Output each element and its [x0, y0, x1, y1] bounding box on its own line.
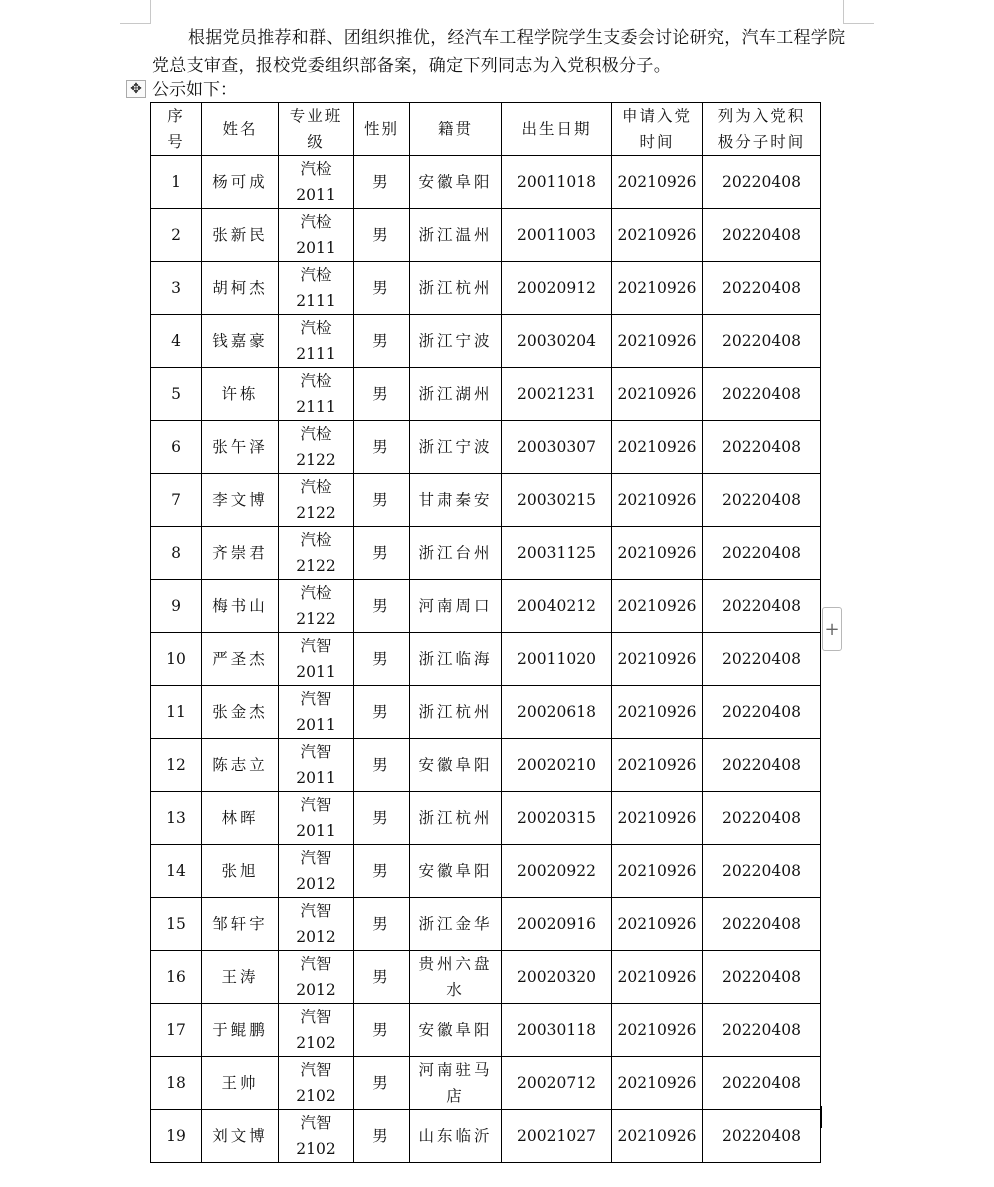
cell-listed-date: 20220408 — [703, 898, 821, 951]
cell-name: 刘文博 — [202, 1110, 279, 1163]
cell-apply-date: 20210926 — [612, 315, 703, 368]
cell-apply-date: 20210926 — [612, 474, 703, 527]
cell-listed-date: 20220408 — [703, 686, 821, 739]
cell-seq: 19 — [151, 1110, 202, 1163]
cell-listed-date: 20220408 — [703, 315, 821, 368]
cell-name: 于鲲鹏 — [202, 1004, 279, 1057]
cell-seq: 2 — [151, 209, 202, 262]
cell-birth-date: 20020916 — [502, 898, 612, 951]
cell-origin: 浙江金华 — [410, 898, 502, 951]
cell-class-line: 汽智 — [300, 1008, 332, 1026]
cell-listed-date: 20220408 — [703, 951, 821, 1004]
cell-birth-date: 20011018 — [502, 156, 612, 209]
cell-origin: 安徽阜阳 — [410, 845, 502, 898]
intro-paragraph — [152, 24, 848, 80]
cell-class-line: 2122 — [296, 557, 336, 575]
cell-class — [279, 580, 354, 633]
cell-birth-date: 20020315 — [502, 792, 612, 845]
table-row — [151, 527, 821, 580]
plus-icon: + — [824, 618, 840, 640]
activist-roster-table — [150, 102, 821, 1163]
intro-text: 根据党员推荐和群、团组织推优，经汽车工程学院学生支委会讨论研究，汽车工程学院党总支审查，报校党委组织部备案，确定下列同志为入党积极分子。 — [152, 28, 846, 76]
cell-birth-date: 20020618 — [502, 686, 612, 739]
cell-gender: 男 — [354, 421, 410, 474]
cell-class-line: 2011 — [296, 186, 336, 204]
cell-listed-date: 20220408 — [703, 262, 821, 315]
cell-apply-date: 20210926 — [612, 1004, 703, 1057]
cell-birth-date: 20021231 — [502, 368, 612, 421]
cell-class-line: 汽检 — [300, 372, 332, 390]
cell-gender: 男 — [354, 686, 410, 739]
cell-class-line: 2102 — [296, 1034, 336, 1052]
table-row — [151, 898, 821, 951]
cell-gender: 男 — [354, 792, 410, 845]
cell-origin: 山东临沂 — [410, 1110, 502, 1163]
table-body — [151, 156, 821, 1163]
cell-class — [279, 474, 354, 527]
cell-listed-date: 20220408 — [703, 209, 821, 262]
cell-origin — [410, 951, 502, 1004]
header-listed-date: 列为入党积 极分子时间 — [703, 103, 821, 156]
cell-origin: 浙江温州 — [410, 209, 502, 262]
cell-birth-date: 20011020 — [502, 633, 612, 686]
cell-class-line: 汽智 — [300, 743, 332, 761]
cell-class-line: 2012 — [296, 928, 336, 946]
cell-apply-date: 20210926 — [612, 209, 703, 262]
cell-class-line: 2111 — [296, 398, 336, 416]
cell-listed-date: 20220408 — [703, 474, 821, 527]
cell-name: 张新民 — [202, 209, 279, 262]
cell-name: 梅书山 — [202, 580, 279, 633]
cell-class — [279, 1057, 354, 1110]
cell-gender: 男 — [354, 527, 410, 580]
cell-class-line: 汽智 — [300, 1061, 332, 1079]
table-row — [151, 156, 821, 209]
header-origin: 籍贯 — [410, 103, 502, 156]
cell-gender: 男 — [354, 898, 410, 951]
cell-class-line: 汽智 — [300, 690, 332, 708]
cell-class-line: 汽检 — [300, 160, 332, 178]
cell-listed-date: 20220408 — [703, 845, 821, 898]
cell-birth-date: 20031125 — [502, 527, 612, 580]
cell-class-line: 2111 — [296, 292, 336, 310]
cell-listed-date: 20220408 — [703, 527, 821, 580]
margin-corner-mark — [844, 23, 874, 24]
cell-class — [279, 951, 354, 1004]
cell-origin-line: 河南驻马 — [418, 1061, 493, 1079]
cell-listed-date: 20220408 — [703, 633, 821, 686]
cell-name: 胡柯杰 — [202, 262, 279, 315]
table-row — [151, 1110, 821, 1163]
cell-class-line: 汽智 — [300, 796, 332, 814]
cell-origin: 浙江台州 — [410, 527, 502, 580]
cell-class-line: 2011 — [296, 239, 336, 257]
cell-birth-date: 20020912 — [502, 262, 612, 315]
margin-corner-mark — [843, 0, 844, 24]
cell-name: 齐崇君 — [202, 527, 279, 580]
cell-gender: 男 — [354, 580, 410, 633]
cell-origin-line: 水 — [446, 981, 465, 999]
cell-class-line: 2122 — [296, 451, 336, 469]
table-row — [151, 845, 821, 898]
cell-class-line: 汽智 — [300, 637, 332, 655]
cell-class — [279, 1110, 354, 1163]
cell-seq: 5 — [151, 368, 202, 421]
cell-origin: 浙江宁波 — [410, 315, 502, 368]
cell-apply-date: 20210926 — [612, 421, 703, 474]
cell-name: 张金杰 — [202, 686, 279, 739]
table-row — [151, 686, 821, 739]
table-row — [151, 262, 821, 315]
cell-gender: 男 — [354, 845, 410, 898]
cell-class — [279, 315, 354, 368]
cell-class-line: 2012 — [296, 981, 336, 999]
table-row — [151, 368, 821, 421]
cell-gender: 男 — [354, 368, 410, 421]
cell-seq: 9 — [151, 580, 202, 633]
cell-gender: 男 — [354, 951, 410, 1004]
cell-birth-date: 20020922 — [502, 845, 612, 898]
cell-birth-date: 20020320 — [502, 951, 612, 1004]
table-row — [151, 580, 821, 633]
cell-origin: 浙江湖州 — [410, 368, 502, 421]
table-row — [151, 1057, 821, 1110]
cell-class-line: 汽检 — [300, 531, 332, 549]
cell-class — [279, 633, 354, 686]
cell-class — [279, 209, 354, 262]
cell-gender: 男 — [354, 739, 410, 792]
cell-name: 王涛 — [202, 951, 279, 1004]
cell-listed-date: 20220408 — [703, 1057, 821, 1110]
cell-gender: 男 — [354, 474, 410, 527]
cell-class — [279, 368, 354, 421]
cell-origin — [410, 1057, 502, 1110]
cell-origin-line: 贵州六盘 — [418, 955, 493, 973]
cell-gender: 男 — [354, 1057, 410, 1110]
cell-seq: 8 — [151, 527, 202, 580]
cell-seq: 18 — [151, 1057, 202, 1110]
cell-seq: 1 — [151, 156, 202, 209]
cell-origin: 安徽阜阳 — [410, 156, 502, 209]
cell-gender: 男 — [354, 262, 410, 315]
cell-listed-date: 20220408 — [703, 368, 821, 421]
cell-name: 林晖 — [202, 792, 279, 845]
add-column-button[interactable] — [822, 607, 842, 651]
cell-class-line: 汽检 — [300, 213, 332, 231]
table-row — [151, 421, 821, 474]
cell-birth-date: 20030307 — [502, 421, 612, 474]
intro-closing-line: 公示如下： — [152, 80, 237, 100]
cell-class — [279, 156, 354, 209]
cell-name: 钱嘉豪 — [202, 315, 279, 368]
cell-listed-date: 20220408 — [703, 792, 821, 845]
cell-class-line: 2122 — [296, 504, 336, 522]
cell-name: 张午泽 — [202, 421, 279, 474]
table-header-row — [151, 103, 821, 156]
cell-listed-date: 20220408 — [703, 421, 821, 474]
cell-seq: 12 — [151, 739, 202, 792]
cell-birth-date: 20030204 — [502, 315, 612, 368]
cell-apply-date: 20210926 — [612, 1057, 703, 1110]
header-seq: 序 号 — [151, 103, 202, 156]
cell-class-line: 2122 — [296, 610, 336, 628]
cell-apply-date: 20210926 — [612, 845, 703, 898]
cell-gender: 男 — [354, 156, 410, 209]
cell-class — [279, 262, 354, 315]
table-row — [151, 792, 821, 845]
cell-apply-date: 20210926 — [612, 739, 703, 792]
cell-class-line: 汽智 — [300, 849, 332, 867]
cell-class — [279, 421, 354, 474]
cell-class-line: 汽检 — [300, 266, 332, 284]
cell-class — [279, 1004, 354, 1057]
cell-seq: 7 — [151, 474, 202, 527]
cell-name: 邹轩宇 — [202, 898, 279, 951]
table-row — [151, 209, 821, 262]
cell-class — [279, 792, 354, 845]
cell-apply-date: 20210926 — [612, 633, 703, 686]
cell-origin: 浙江杭州 — [410, 686, 502, 739]
cell-apply-date: 20210926 — [612, 898, 703, 951]
cell-listed-date: 20220408 — [703, 1004, 821, 1057]
cell-seq: 17 — [151, 1004, 202, 1057]
cell-name: 杨可成 — [202, 156, 279, 209]
cell-listed-date: 20220408 — [703, 739, 821, 792]
cell-gender: 男 — [354, 209, 410, 262]
header-name: 姓名 — [202, 103, 279, 156]
cell-class — [279, 686, 354, 739]
cell-seq: 6 — [151, 421, 202, 474]
cell-origin: 浙江杭州 — [410, 792, 502, 845]
cell-class-line: 汽智 — [300, 955, 332, 973]
cell-gender: 男 — [354, 633, 410, 686]
margin-corner-mark — [120, 23, 150, 24]
cell-class-line: 汽检 — [300, 584, 332, 602]
cell-seq: 15 — [151, 898, 202, 951]
table-row — [151, 951, 821, 1004]
move-arrows-icon: ✥ — [130, 81, 142, 97]
cell-gender: 男 — [354, 315, 410, 368]
cell-class-line: 2011 — [296, 663, 336, 681]
cell-listed-date: 20220408 — [703, 580, 821, 633]
cell-origin: 浙江杭州 — [410, 262, 502, 315]
cell-seq: 4 — [151, 315, 202, 368]
margin-corner-mark — [150, 0, 151, 24]
cell-class-line: 2111 — [296, 345, 336, 363]
cell-seq: 14 — [151, 845, 202, 898]
cell-seq: 13 — [151, 792, 202, 845]
cell-seq: 3 — [151, 262, 202, 315]
header-class: 专业班 级 — [279, 103, 354, 156]
cell-class-line: 汽智 — [300, 1114, 332, 1132]
cell-name: 严圣杰 — [202, 633, 279, 686]
cell-origin: 甘肃秦安 — [410, 474, 502, 527]
cell-origin: 安徽阜阳 — [410, 739, 502, 792]
cell-class-line: 汽智 — [300, 902, 332, 920]
cell-class-line: 2011 — [296, 716, 336, 734]
table-row — [151, 633, 821, 686]
cell-seq: 11 — [151, 686, 202, 739]
table-row — [151, 739, 821, 792]
cell-class — [279, 739, 354, 792]
cell-class — [279, 527, 354, 580]
header-birth-date: 出生日期 — [502, 103, 612, 156]
header-gender: 性别 — [354, 103, 410, 156]
cell-gender: 男 — [354, 1110, 410, 1163]
cell-apply-date: 20210926 — [612, 792, 703, 845]
cell-class-line: 2102 — [296, 1140, 336, 1158]
table-row — [151, 474, 821, 527]
table-row — [151, 315, 821, 368]
cell-name: 许栋 — [202, 368, 279, 421]
cell-class-line: 汽检 — [300, 478, 332, 496]
cell-class — [279, 898, 354, 951]
table-move-handle[interactable] — [126, 80, 146, 98]
cell-birth-date: 20040212 — [502, 580, 612, 633]
cell-origin: 浙江临海 — [410, 633, 502, 686]
cell-class — [279, 845, 354, 898]
cell-apply-date: 20210926 — [612, 156, 703, 209]
cell-apply-date: 20210926 — [612, 1110, 703, 1163]
cell-birth-date: 20020210 — [502, 739, 612, 792]
cell-birth-date: 20030215 — [502, 474, 612, 527]
cell-seq: 10 — [151, 633, 202, 686]
cell-birth-date: 20021027 — [502, 1110, 612, 1163]
cell-apply-date: 20210926 — [612, 686, 703, 739]
cell-name: 张旭 — [202, 845, 279, 898]
cell-apply-date: 20210926 — [612, 262, 703, 315]
cell-class-line: 汽检 — [300, 319, 332, 337]
cell-class-line: 2011 — [296, 822, 336, 840]
table-row — [151, 1004, 821, 1057]
cell-name: 李文博 — [202, 474, 279, 527]
cell-gender: 男 — [354, 1004, 410, 1057]
cell-origin: 浙江宁波 — [410, 421, 502, 474]
text-cursor — [820, 1106, 822, 1128]
cell-apply-date: 20210926 — [612, 951, 703, 1004]
cell-listed-date: 20220408 — [703, 1110, 821, 1163]
cell-birth-date: 20011003 — [502, 209, 612, 262]
cell-apply-date: 20210926 — [612, 527, 703, 580]
cell-class-line: 2102 — [296, 1087, 336, 1105]
cell-name: 陈志立 — [202, 739, 279, 792]
cell-seq: 16 — [151, 951, 202, 1004]
cell-origin: 河南周口 — [410, 580, 502, 633]
cell-class-line: 2011 — [296, 769, 336, 787]
cell-birth-date: 20030118 — [502, 1004, 612, 1057]
cell-name: 王帅 — [202, 1057, 279, 1110]
cell-origin: 安徽阜阳 — [410, 1004, 502, 1057]
cell-origin-line: 店 — [446, 1087, 465, 1105]
header-apply-date: 申请入党 时间 — [612, 103, 703, 156]
cell-apply-date: 20210926 — [612, 580, 703, 633]
cell-listed-date: 20220408 — [703, 156, 821, 209]
cell-birth-date: 20020712 — [502, 1057, 612, 1110]
cell-class-line: 2012 — [296, 875, 336, 893]
cell-class-line: 汽检 — [300, 425, 332, 443]
cell-apply-date: 20210926 — [612, 368, 703, 421]
